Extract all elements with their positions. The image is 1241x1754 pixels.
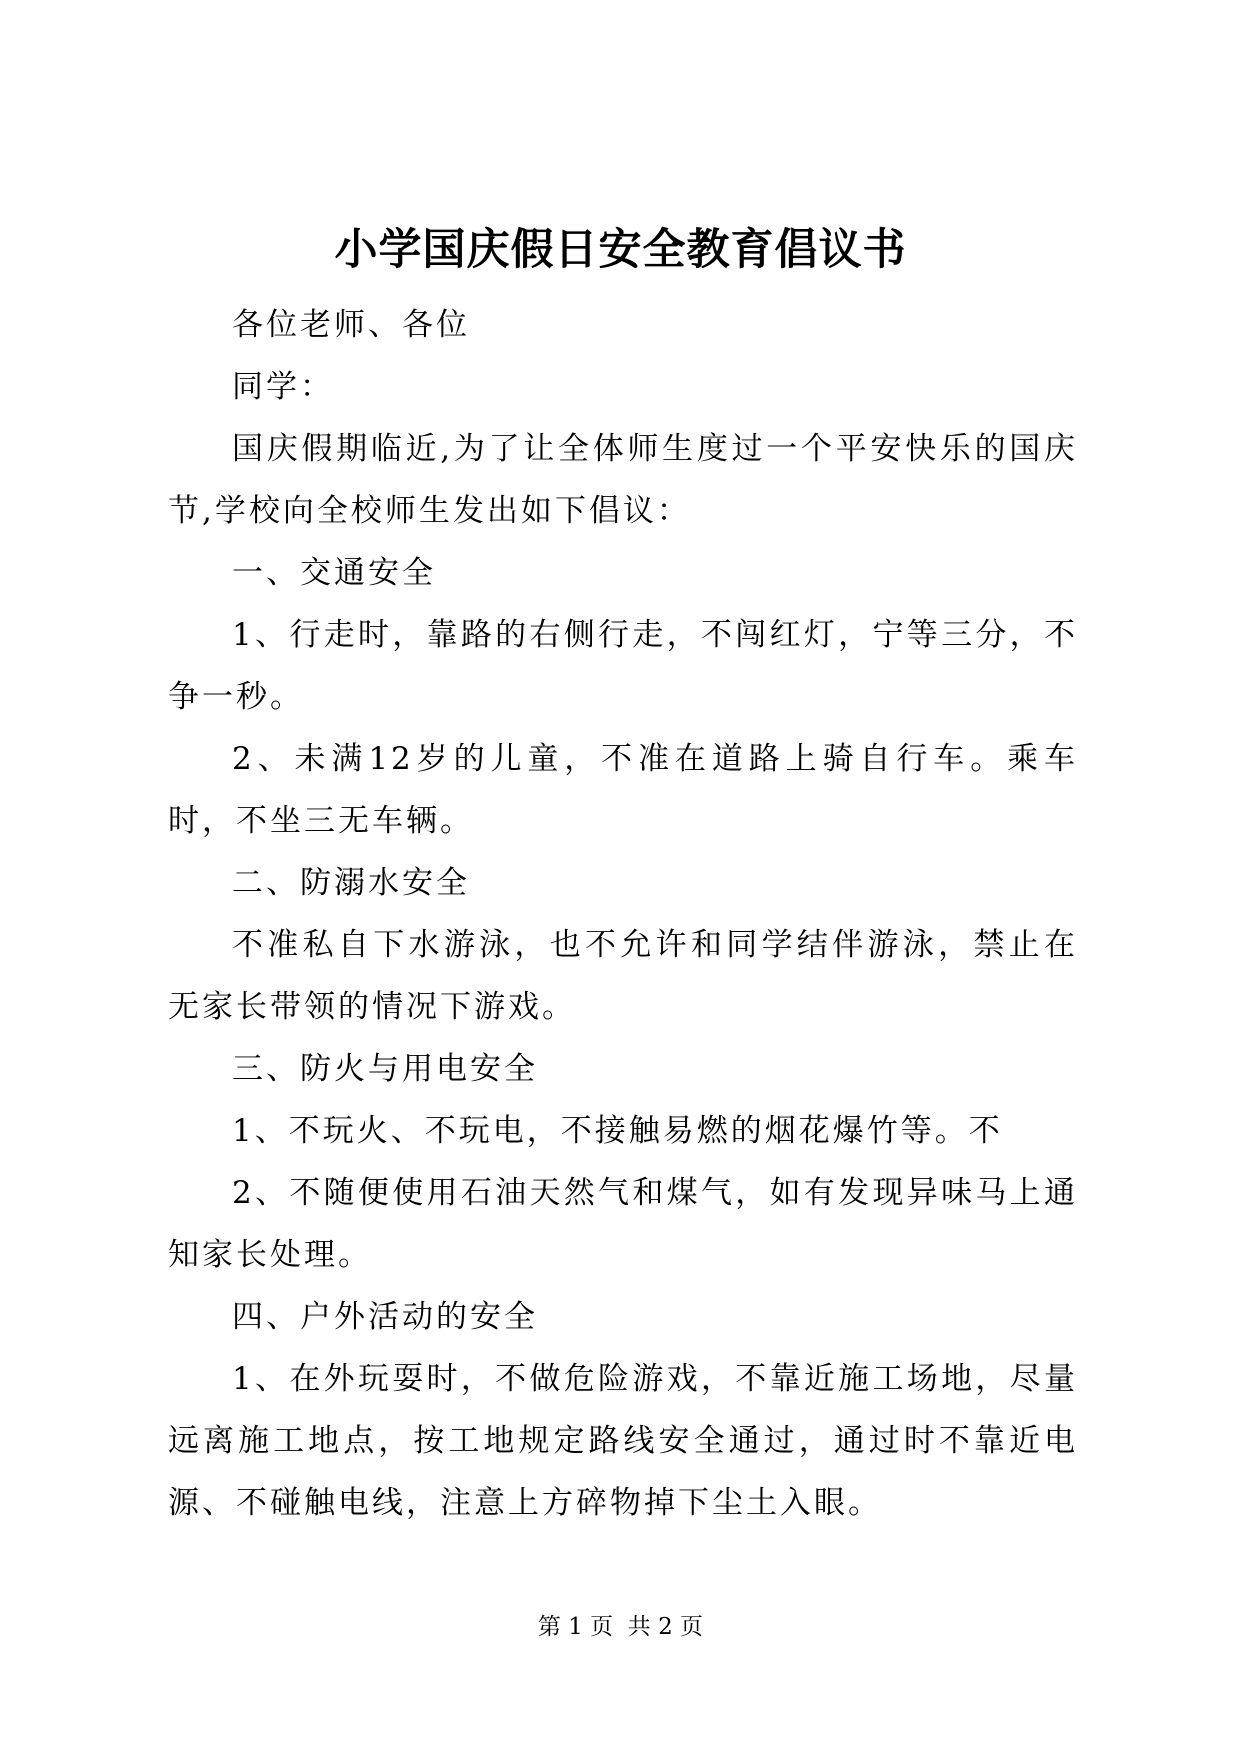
document-body: [168, 294, 1078, 1534]
paragraph-salutation: 各位老师、各位: [232, 307, 470, 343]
document-title: 小学国庆假日安全教育倡议书: [334, 225, 907, 275]
paragraph-traffic-2: 2、未满12岁的儿童，不准在道路上骑自行车。乘车时，不坐三无车辆。: [168, 741, 1078, 839]
section-heading-outdoor: 四、户外活动的安全: [232, 1299, 538, 1335]
section-heading-fire-electricity: 三、防火与用电安全: [232, 1051, 538, 1087]
paragraph-drowning: 不准私自下水游泳，也不允许和同学结伴游泳，禁止在无家长带领的情况下游戏。: [168, 927, 1078, 1025]
paragraph-fire-1: 1、不玩火、不玩电，不接触易燃的烟花爆竹等。不: [232, 1113, 1003, 1149]
page-number-footer: 第 1 页 共 2 页: [537, 1614, 704, 1640]
paragraph-outdoor-1: 1、在外玩耍时，不做危险游戏，不靠近施工场地，尽量远离施工地点，按工地规定路线安全通过，通过时不靠近电源、不碰触电线，注意上方碎物掉下尘土入眼。: [168, 1361, 1078, 1521]
paragraph-intro: 国庆假期临近,为了让全体师生度过一个平安快乐的国庆节,学校向全校师生发出如下倡议：: [168, 431, 1078, 529]
paragraph-fire-2: 2、不随便使用石油天然气和煤气，如有发现异味马上通知家长处理。: [168, 1175, 1078, 1273]
section-heading-traffic: 一、交通安全: [232, 555, 436, 591]
paragraph-traffic-1: 1、行走时，靠路的右侧行走，不闯红灯，宁等三分，不争一秒。: [168, 617, 1078, 715]
paragraph-salutation-cont: 同学：: [232, 369, 334, 405]
section-heading-drowning: 二、防溺水安全: [232, 865, 470, 901]
